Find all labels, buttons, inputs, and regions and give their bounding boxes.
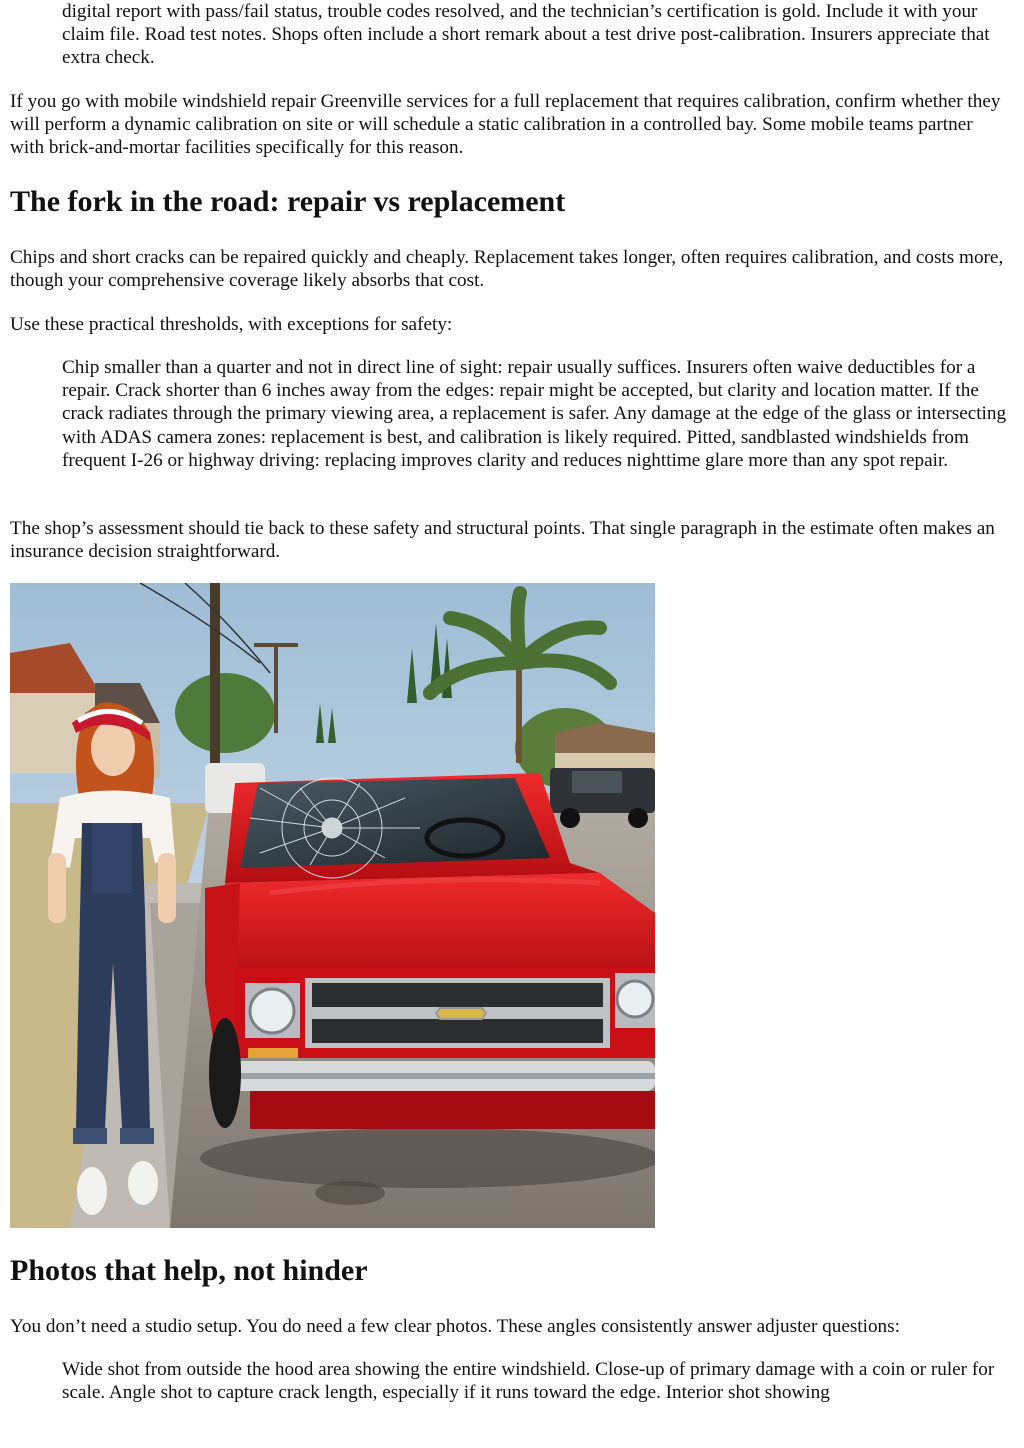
mobile-repair-paragraph: If you go with mobile windshield repair Greenville services for a full replacement that requires calibration, confirm whether they will perform a dynamic calibration on site or will schedule a static calibration in a controlled bay. Some mobile teams partner with brick-and-mortar facilities specifically for this reason.: [10, 91, 1001, 159]
repair-intro-paragraph: Chips and short cracks can be repaired quickly and cheaply. Replacement takes longer, often requires calibration, and costs more, though your comprehensive coverage likely absorbs that cost.: [10, 247, 1004, 292]
photos-intro-paragraph: You don’t need a studio setup. You do need a few clear photos. These angles consistently answer adjuster questions:: [10, 1316, 900, 1337]
section-heading-repair-vs-replacement: The fork in the road: repair vs replacement: [10, 185, 566, 218]
thresholds-lead-paragraph: Use these practical thresholds, with exceptions for safety:: [10, 314, 453, 335]
section-heading-photos: Photos that help, not hinder: [10, 1254, 368, 1287]
assessment-paragraph: The shop’s assessment should tie back to these safety and structural points. That single paragraph in the estimate often makes an insurance decision straightforward.: [10, 518, 995, 563]
calibration-report-blockquote: digital report with pass/fail status, trouble codes resolved, and the technician’s certification is gold. Include it with your claim file. Road test notes. Shops often include a short remark about a test drive post-calibration. Insurers appreciate that extra check.: [62, 1, 990, 69]
thresholds-blockquote: Chip smaller than a quarter and not in direct line of sight: repair usually suffices. Insurers often waive deductibles for a repair. Crack shorter than 6 inches away from the edges: repair might be accepted, but clarity and location matter. If the crack radiates through the primary viewing area, a replacement is safer. Any damage at the edge of the glass or intersecting with ADAS camera zones: replacement is best, and calibration is likely required. Pitted, sandblasted windshields from frequent I-26 or highway driving: replacing improves clarity and reduces nighttime glare more than any spot repair.: [62, 357, 1007, 471]
cracked-windshield-truck-photo: [10, 583, 655, 1228]
photo-angles-blockquote: Wide shot from outside the hood area showing the entire windshield. Close-up of primary damage with a coin or ruler for scale. Angle shot to capture crack length, especially if it runs toward the edge. Interior shot showing: [62, 1359, 995, 1404]
